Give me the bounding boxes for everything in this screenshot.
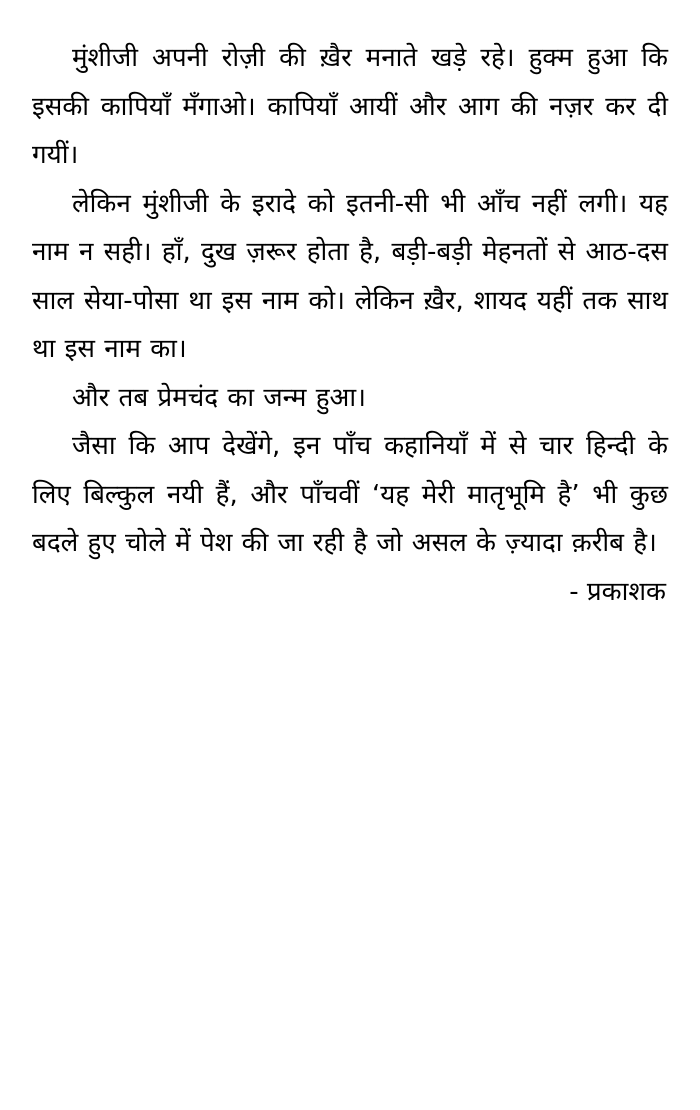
paragraph-1: मुंशीजी अपनी रोज़ी की ख़ैर मनाते खड़े रहे। हुक्म हुआ कि इसकी कापियाँ मँगाओ। कापियाँ आयीं और आग की नज़र कर दी गयीं। [32, 43, 668, 170]
document-page [32, 34, 668, 616]
publisher-signature: - प्रकाशक [569, 576, 666, 607]
paragraph-4: जैसा कि आप देखेंगे, इन पाँच कहानियाँ में से चार हिन्दी के लिए बिल्कुल नयी हैं, और पाँचवीं ‘यह मेरी मातृभूमि है’ भी कुछ बदले हुए चोले में पेश की जा रही है जो असल के ज़्यादा क़रीब है। [32, 431, 668, 558]
paragraph-2: लेकिन मुंशीजी के इरादे को इतनी-सी भी आँच नहीं लगी। यह नाम न सही। हाँ, दुख ज़रूर होता है, बड़ी-बड़ी मेहनतों से आठ-दस साल सेया-पोसा था इस नाम को। लेकिन ख़ैर, शायद यहीं तक साथ था इस नाम का। [32, 188, 668, 364]
paragraph-3: और तब प्रेमचंद का जन्म हुआ। [72, 382, 366, 413]
